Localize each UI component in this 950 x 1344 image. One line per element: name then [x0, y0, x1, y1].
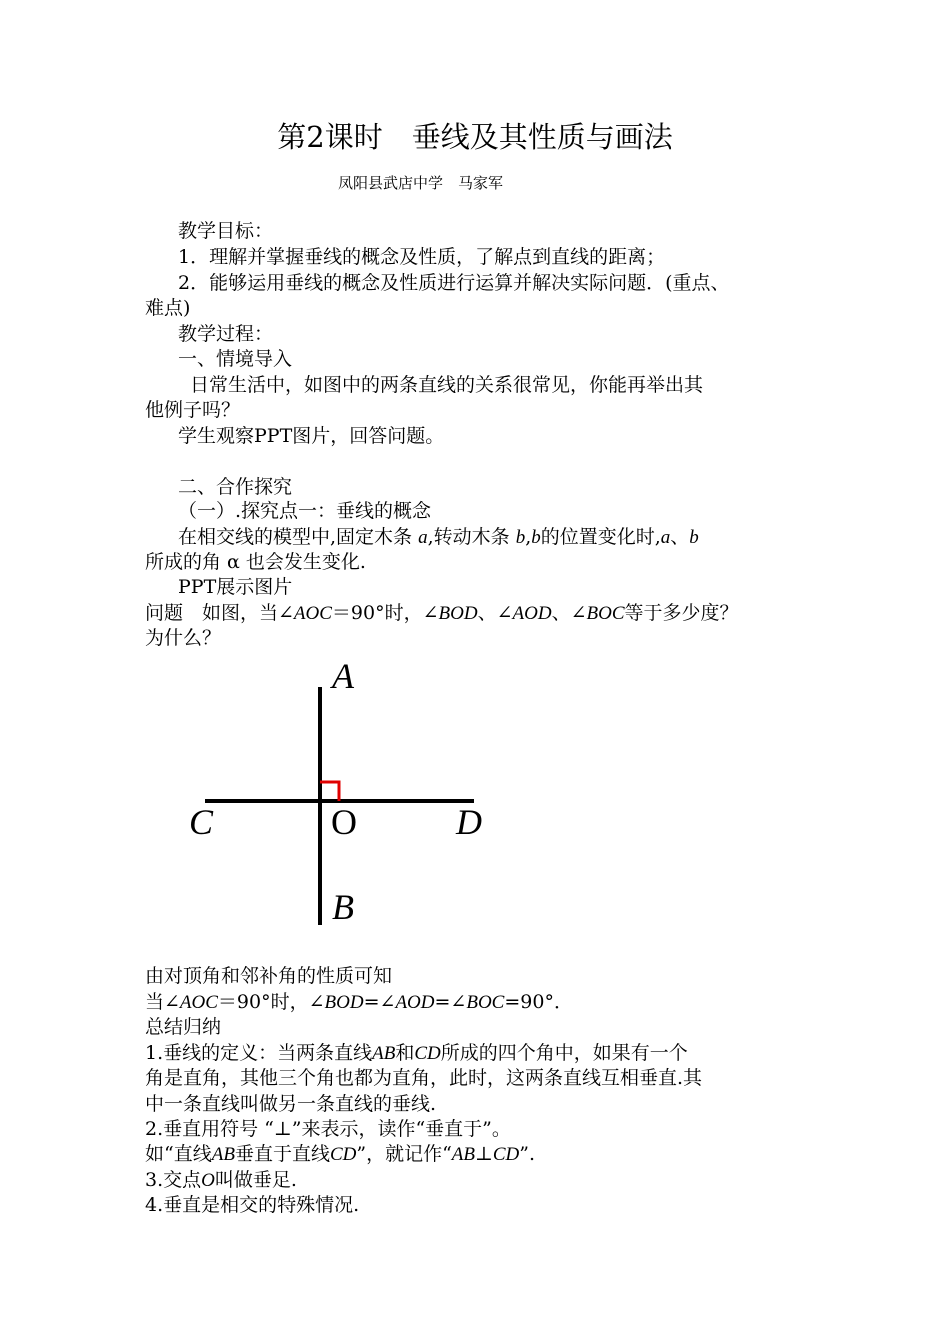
definition-line-end: 中一条直线叫做另一条直线的垂线.: [145, 1093, 437, 1115]
definition-line: [145, 1041, 688, 1066]
line-ab-name: AB: [211, 1144, 235, 1165]
text: 问题 如图，当∠: [145, 602, 294, 624]
summary-heading: 总结归纳: [145, 1016, 222, 1038]
var-a: a: [660, 527, 671, 548]
text: ,转动木条: [427, 526, 516, 548]
model-paragraph: [178, 525, 699, 550]
observe-line: 学生观察PPT图片，回答问题。: [178, 425, 445, 447]
text: 在相交线的模型中,固定木条: [178, 526, 419, 548]
text: 等于多少度？: [624, 602, 739, 624]
label-a: A: [332, 656, 354, 696]
model-paragraph-cont: 所成的角 α 也会发生变化.: [145, 551, 366, 573]
text: 如“直线: [145, 1143, 212, 1165]
line-ab-name: AB: [372, 1043, 396, 1064]
line-cd-name: CD: [414, 1043, 441, 1064]
angle-aoc: AOC: [179, 992, 218, 1013]
text: =∠: [434, 991, 467, 1013]
angle-boc: BOC: [586, 603, 625, 624]
objective-item-1: 1．理解并掌握垂线的概念及性质，了解点到直线的距离；: [178, 246, 666, 268]
text: ,: [525, 526, 532, 548]
question-line-cont: 为什么？: [145, 627, 222, 649]
conclusion-line-1: 由对顶角和邻补角的性质可知: [145, 965, 393, 987]
perpendicular-notation: AB⊥CD: [451, 1144, 520, 1165]
var-b: b: [515, 527, 526, 548]
process-heading: 教学过程：: [178, 323, 274, 345]
angle-boc: BOC: [466, 992, 505, 1013]
intro-paragraph-cont: 他例子吗？: [145, 399, 241, 421]
angle-aod: AOD: [512, 603, 552, 624]
text: =∠: [363, 991, 396, 1013]
angle-bod: BOD: [438, 603, 478, 624]
right-angle-mark: [320, 782, 339, 801]
text: 、: [670, 526, 690, 548]
angle-aoc: AOC: [293, 603, 332, 624]
var-a: a: [418, 527, 428, 548]
var-b: b: [531, 527, 541, 548]
ppt-line: PPT展示图片: [178, 576, 293, 598]
symbol-line: 2.垂直用符号 “⊥”来表示，读作“垂直于”。: [145, 1118, 511, 1140]
subsection-heading: （一）.探究点一：垂线的概念: [178, 500, 432, 522]
line-cd-name: CD: [329, 1144, 357, 1165]
perpendicular-figure: [180, 650, 510, 940]
text: 1.垂线的定义：当两条直线: [145, 1042, 373, 1064]
page-title: 第2课时 垂线及其性质与画法: [277, 120, 673, 154]
example-line: [145, 1142, 535, 1167]
definition-line-cont: 角是直角，其他三个角也都为直角，此时，这两条直线互相垂直.其: [145, 1067, 703, 1089]
objective-item-2: 2．能够运用垂线的概念及性质进行运算并解决实际问题．(重点、: [178, 272, 730, 294]
author-line: 凤阳县武店中学 马家军: [338, 174, 504, 192]
conclusion-line-2: [145, 990, 573, 1015]
section-heading-2: 二、合作探究: [178, 476, 293, 498]
question-line: [145, 601, 739, 626]
text: 所成的四个角中，如果有一个: [440, 1042, 688, 1064]
label-b: B: [332, 887, 354, 927]
intro-paragraph: 日常生活中，如图中的两条直线的关系很常见，你能再举出其: [190, 374, 704, 396]
text: ”，就记作“: [356, 1143, 452, 1165]
section-heading-1: 一、情境导入: [178, 348, 293, 370]
foot-line: [145, 1168, 297, 1193]
text: 的位置变化时,: [540, 526, 661, 548]
special-case-line: 4.垂直是相交的特殊情况.: [145, 1194, 360, 1216]
text: 3.交点: [145, 1169, 202, 1191]
text: 、∠: [477, 602, 513, 624]
angle-aod: AOD: [395, 992, 435, 1013]
text: 叫做垂足.: [214, 1169, 297, 1191]
label-o: O: [331, 802, 357, 842]
var-b: b: [689, 527, 699, 548]
point-o: O: [201, 1170, 215, 1191]
label-c: C: [189, 802, 214, 842]
text: 、∠: [551, 602, 587, 624]
text: ”.: [519, 1143, 536, 1165]
angle-bod: BOD: [324, 992, 364, 1013]
text: 当∠: [145, 991, 180, 1013]
objective-item-2-cont: 难点): [145, 297, 191, 319]
objectives-heading: 教学目标：: [178, 220, 274, 242]
label-d: D: [456, 802, 482, 842]
text: =90°．: [504, 991, 573, 1013]
text: ＝90°时，∠: [217, 991, 325, 1013]
text: 垂直于直线: [234, 1143, 330, 1165]
text: 和: [395, 1042, 415, 1064]
text: ＝90°时，∠: [331, 602, 439, 624]
